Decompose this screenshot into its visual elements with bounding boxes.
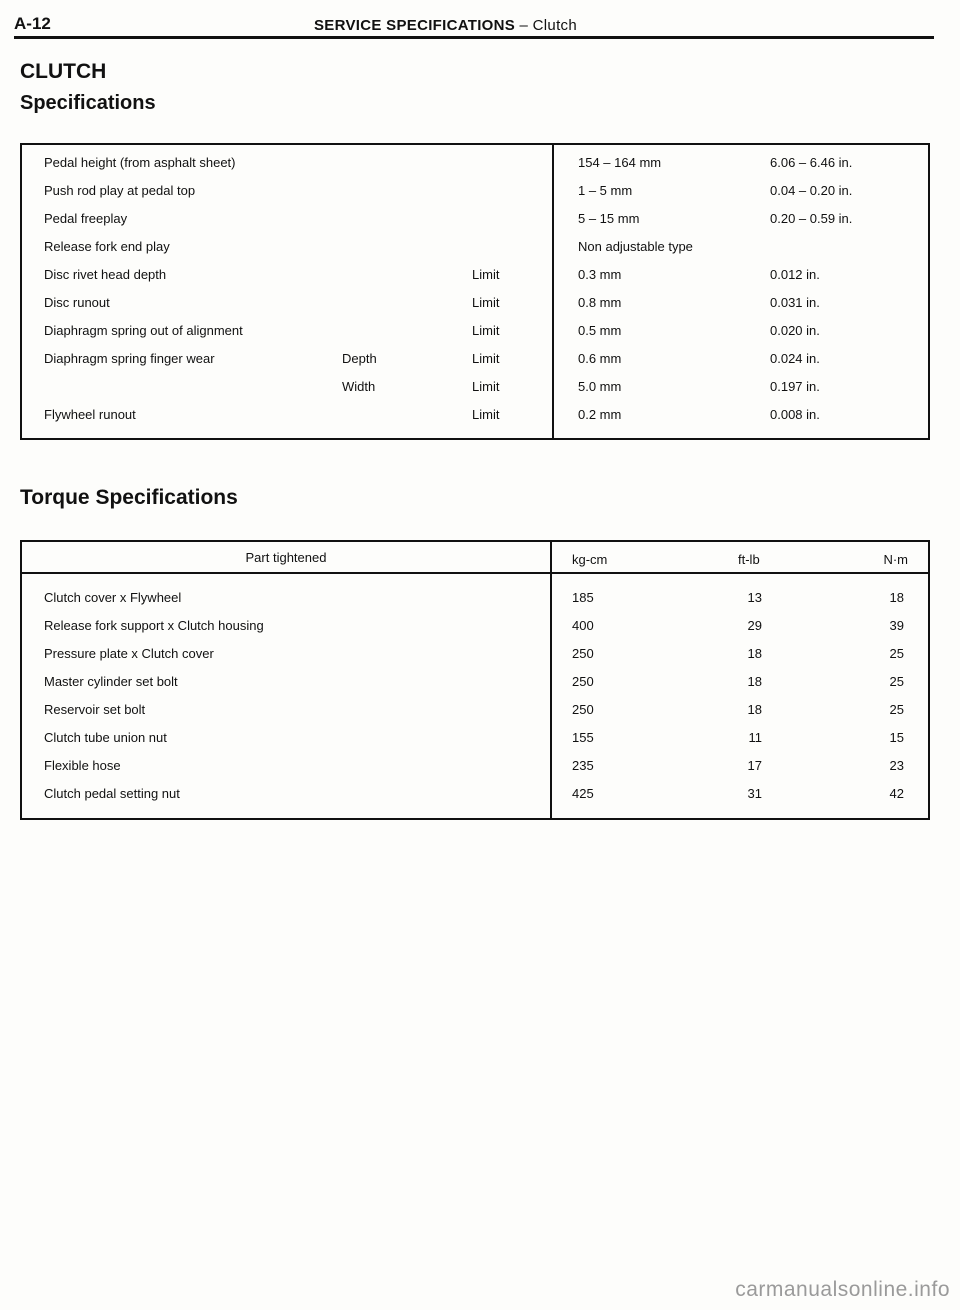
spec-sub: Width <box>342 379 376 394</box>
spec-sub: Depth <box>342 351 377 366</box>
torque-header-nm: N·m <box>883 552 908 567</box>
torque-ftlb: 18 <box>747 646 762 661</box>
torque-ftlb: 18 <box>747 674 762 689</box>
torque-kgcm: 250 <box>572 702 594 717</box>
running-title <box>314 17 577 34</box>
spec-metric: 0.2 mm <box>578 407 622 422</box>
running-title-main: SERVICE SPECIFICATIONS <box>314 17 516 34</box>
spec-limit: Limit <box>472 379 500 394</box>
spec-imperial: 0.020 in. <box>770 323 820 338</box>
torque-part: Flexible hose <box>44 758 121 773</box>
torque-nm: 39 <box>889 618 904 633</box>
spec-item: Flywheel runout <box>44 407 136 422</box>
torque-header-part: Part tightened <box>245 550 327 565</box>
spec-limit: Limit <box>472 351 500 366</box>
spec-imperial: 0.04 – 0.20 in. <box>770 183 853 198</box>
torque-table <box>20 540 930 820</box>
spec-item: Push rod play at pedal top <box>44 183 196 198</box>
spec-imperial: 6.06 – 6.46 in. <box>770 155 853 170</box>
torque-nm: 18 <box>889 590 904 605</box>
spec-item: Disc runout <box>44 295 110 310</box>
spec-imperial: 0.012 in. <box>770 267 820 282</box>
torque-divider <box>550 542 552 818</box>
spec-item: Pedal freeplay <box>44 211 128 226</box>
spec-imperial: 0.031 in. <box>770 295 820 310</box>
spec-limit: Limit <box>472 323 500 338</box>
spec-imperial: 0.008 in. <box>770 407 820 422</box>
torque-ftlb: 18 <box>747 702 762 717</box>
spec-item: Release fork end play <box>44 239 170 254</box>
spec-item: Diaphragm spring finger wear <box>44 351 215 366</box>
torque-part: Release fork support x Clutch housing <box>44 618 264 633</box>
spec-imperial: 0.024 in. <box>770 351 820 366</box>
torque-ftlb: 13 <box>747 590 762 605</box>
spec-item: Diaphragm spring out of alignment <box>44 323 243 338</box>
spec-metric: 1 – 5 mm <box>578 183 633 198</box>
specifications-table <box>20 143 930 440</box>
torque-part: Clutch cover x Flywheel <box>44 590 182 605</box>
spec-metric: 5 – 15 mm <box>578 211 640 226</box>
torque-nm: 42 <box>889 786 904 801</box>
torque-nm: 23 <box>889 758 904 773</box>
watermark: carmanualsonline.info <box>735 1278 950 1301</box>
torque-nm: 15 <box>889 730 904 745</box>
spec-metric: 154 – 164 mm <box>578 155 662 170</box>
page-header <box>14 8 934 39</box>
spec-item: Pedal height (from asphalt sheet) <box>44 155 236 170</box>
spec-metric: 5.0 mm <box>578 379 622 394</box>
spec-metric: 0.6 mm <box>578 351 622 366</box>
torque-kgcm: 235 <box>572 758 594 773</box>
spec-imperial: 0.20 – 0.59 in. <box>770 211 853 226</box>
torque-ftlb: 29 <box>747 618 762 633</box>
torque-title: Torque Specifications <box>20 486 238 509</box>
section-subtitle: Specifications <box>20 92 156 114</box>
torque-part: Pressure plate x Clutch cover <box>44 646 214 661</box>
torque-nm: 25 <box>889 646 904 661</box>
torque-nm: 25 <box>889 702 904 717</box>
torque-part: Master cylinder set bolt <box>44 674 178 689</box>
spec-divider <box>552 145 554 438</box>
torque-part: Reservoir set bolt <box>44 702 146 717</box>
section-title: CLUTCH <box>20 60 107 83</box>
running-title-sep: – <box>515 17 533 34</box>
torque-header-kgcm: kg-cm <box>572 552 608 567</box>
torque-kgcm: 425 <box>572 786 594 801</box>
page-number: A-12 <box>14 14 51 33</box>
torque-kgcm: 185 <box>572 590 594 605</box>
torque-ftlb: 17 <box>747 758 762 773</box>
spec-metric: 0.3 mm <box>578 267 622 282</box>
torque-kgcm: 400 <box>572 618 594 633</box>
spec-limit: Limit <box>472 295 500 310</box>
spec-metric: 0.8 mm <box>578 295 622 310</box>
spec-limit: Limit <box>472 267 500 282</box>
spec-limit: Limit <box>472 407 500 422</box>
torque-kgcm: 250 <box>572 646 594 661</box>
torque-header-rule <box>22 572 928 574</box>
torque-ftlb: 11 <box>748 730 762 745</box>
torque-ftlb: 31 <box>747 786 762 801</box>
torque-kgcm: 250 <box>572 674 594 689</box>
torque-part: Clutch pedal setting nut <box>44 786 180 801</box>
spec-item: Disc rivet head depth <box>44 267 167 282</box>
torque-part: Clutch tube union nut <box>44 730 167 745</box>
spec-metric: Non adjustable type <box>578 239 693 254</box>
spec-metric: 0.5 mm <box>578 323 622 338</box>
spec-imperial: 0.197 in. <box>770 379 820 394</box>
torque-header-ftlb: ft-lb <box>738 552 760 567</box>
torque-kgcm: 155 <box>572 730 594 745</box>
running-title-sub: Clutch <box>532 17 577 34</box>
torque-nm: 25 <box>889 674 904 689</box>
